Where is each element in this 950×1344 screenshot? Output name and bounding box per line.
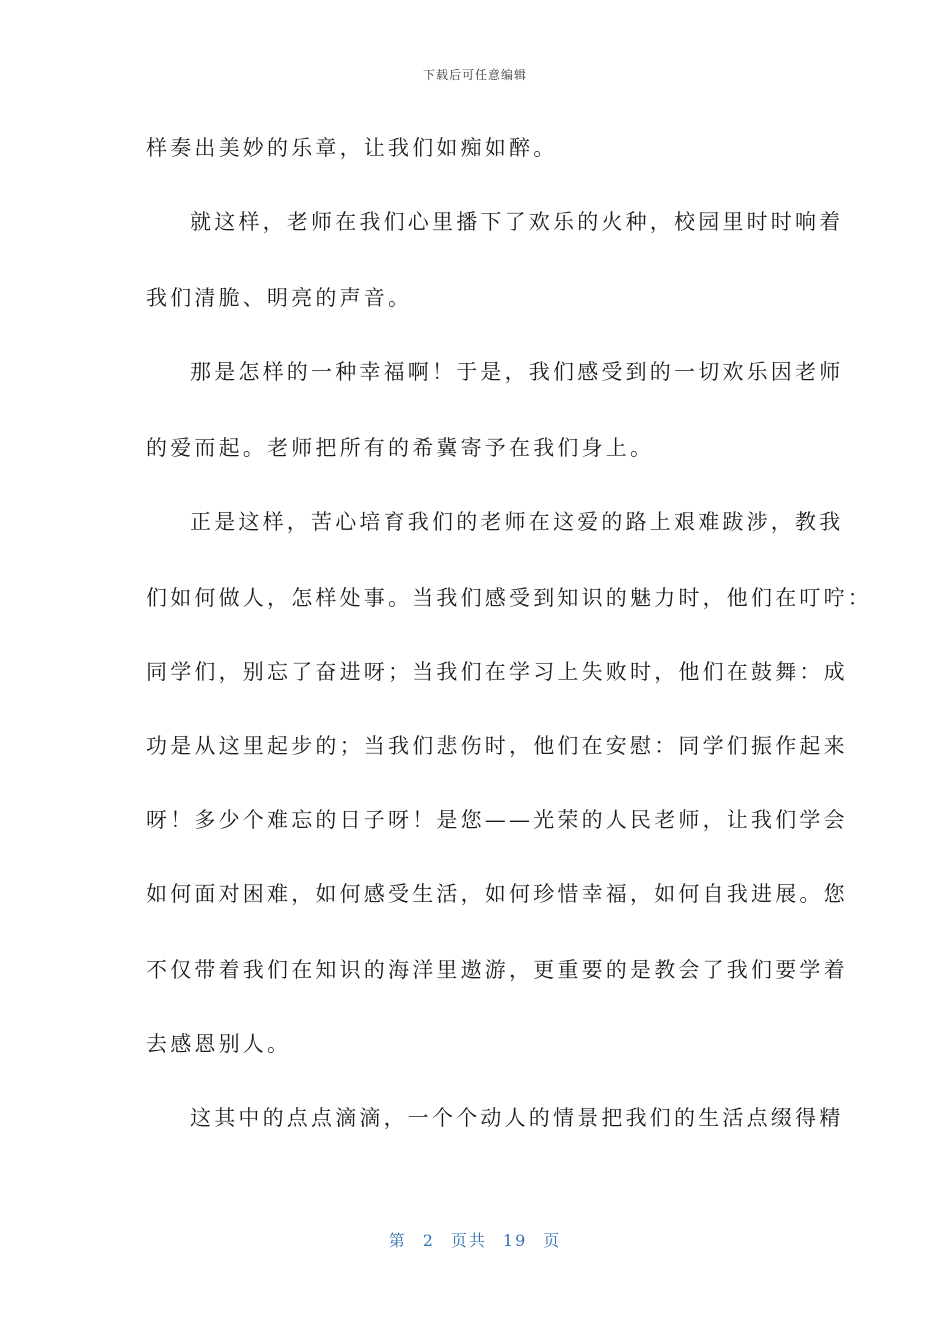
text-line: 呀！多少个难忘的日子呀！是您——光荣的人民老师，让我们学会 (146, 808, 848, 832)
text-line: 不仅带着我们在知识的海洋里遨游，更重要的是教会了我们要学着 (146, 958, 848, 982)
header-note: 下载后可任意编辑 (422, 68, 527, 82)
text-line: 去感恩别人。 (146, 1032, 292, 1056)
text-line: 同学们，别忘了奋进呀；当我们在学习上失败时，他们在鼓舞：成 (146, 660, 848, 684)
text-line: 就这样，老师在我们心里播下了欢乐的火种，校园里时时响着 (190, 210, 844, 234)
text-line: 那是怎样的一种幸福啊！于是，我们感受到的一切欢乐因老师 (190, 360, 844, 384)
text-line: 我们清脆、明亮的声音。 (146, 286, 413, 310)
page-middle: 页共 (450, 1231, 487, 1250)
text-line: 功是从这里起步的；当我们悲伤时，他们在安慰：同学们振作起来 (146, 734, 848, 758)
text-line: 这其中的点点滴滴，一个个动人的情景把我们的生活点缀得精 (190, 1106, 844, 1130)
page-total: 19 (502, 1231, 528, 1250)
text-line: 们如何做人，怎样处事。当我们感受到知识的魅力时，他们在叮咛： (146, 586, 872, 610)
page-prefix: 第 (388, 1231, 407, 1250)
text-line: 的爱而起。老师把所有的希冀寄予在我们身上。 (146, 436, 655, 460)
text-line: 正是这样，苦心培育我们的老师在这爱的路上艰难跋涉，教我 (190, 510, 844, 534)
text-line: 样奏出美妙的乐章，让我们如痴如醉。 (146, 136, 558, 160)
text-line: 如何面对困难，如何感受生活，如何珍惜幸福，如何自我进展。您 (146, 882, 848, 906)
page-suffix: 页 (543, 1231, 562, 1250)
page-footer (0, 1228, 950, 1251)
page-number: 2 (422, 1231, 435, 1250)
